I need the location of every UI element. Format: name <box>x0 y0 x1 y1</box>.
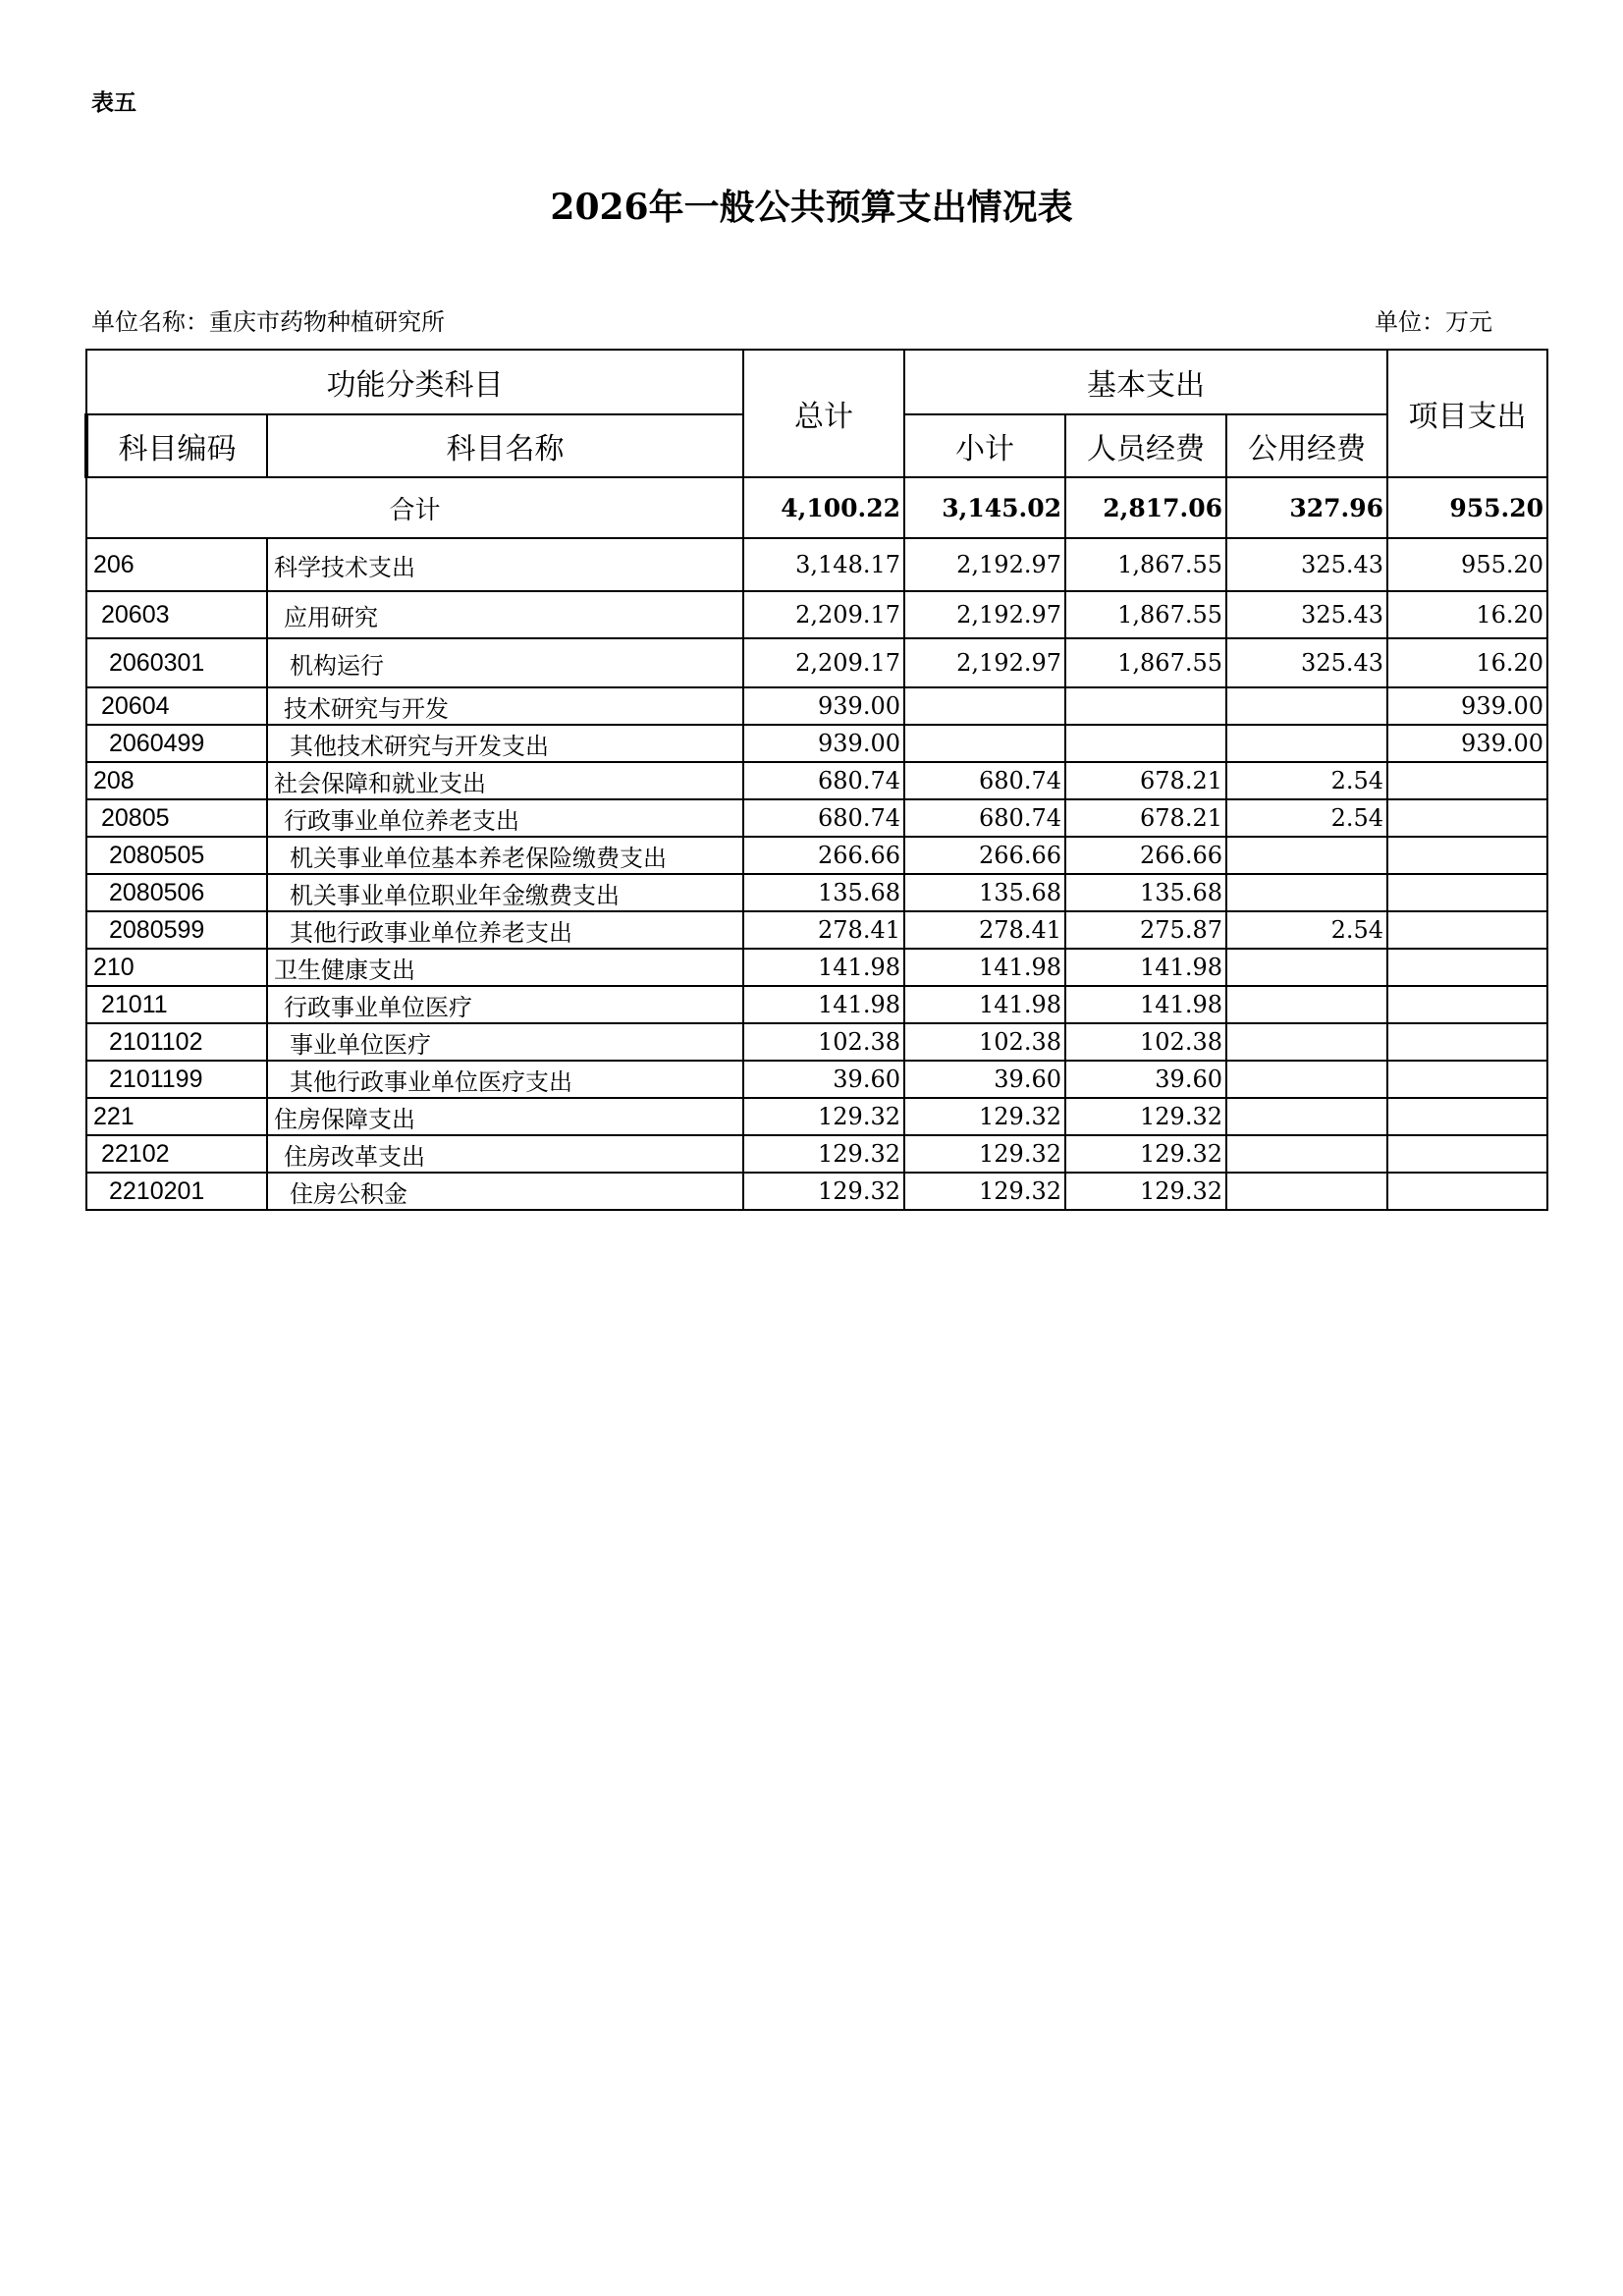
row-project <box>1387 874 1547 911</box>
row-public <box>1226 1173 1387 1210</box>
row-total: 141.98 <box>743 986 904 1023</box>
row-public <box>1226 687 1387 725</box>
row-code: 210 <box>86 949 267 986</box>
row-total: 102.38 <box>743 1023 904 1061</box>
row-public: 2.54 <box>1226 762 1387 799</box>
row-public <box>1226 1023 1387 1061</box>
total-public: 327.96 <box>1226 477 1387 538</box>
row-personnel: 1,867.55 <box>1065 638 1226 687</box>
row-project <box>1387 837 1547 874</box>
row-public: 325.43 <box>1226 591 1387 638</box>
row-personnel <box>1065 725 1226 762</box>
row-code: 208 <box>86 762 267 799</box>
row-subtotal: 141.98 <box>904 949 1065 986</box>
row-personnel: 129.32 <box>1065 1135 1226 1173</box>
row-name: 社会保障和就业支出 <box>267 762 743 799</box>
total-label: 合计 <box>86 477 743 538</box>
row-public: 2.54 <box>1226 799 1387 837</box>
header-project: 项目支出 <box>1387 350 1547 477</box>
row-code: 2080505 <box>86 837 267 874</box>
row-personnel: 275.87 <box>1065 911 1226 949</box>
row-name: 住房保障支出 <box>267 1098 743 1135</box>
row-name: 行政事业单位医疗 <box>267 986 743 1023</box>
table-row <box>86 1023 1547 1061</box>
row-public <box>1226 725 1387 762</box>
total-personnel: 2,817.06 <box>1065 477 1226 538</box>
row-code: 206 <box>86 538 267 591</box>
row-code: 2101102 <box>86 1023 267 1061</box>
row-personnel: 39.60 <box>1065 1061 1226 1098</box>
row-code: 20805 <box>86 799 267 837</box>
row-code: 2080506 <box>86 874 267 911</box>
table-row <box>86 725 1547 762</box>
row-code: 2080599 <box>86 911 267 949</box>
header-subtotal: 小计 <box>904 414 1065 477</box>
row-project <box>1387 911 1547 949</box>
row-code: 20604 <box>86 687 267 725</box>
row-public <box>1226 874 1387 911</box>
row-code: 22102 <box>86 1135 267 1173</box>
row-public <box>1226 1135 1387 1173</box>
row-name: 其他技术研究与开发支出 <box>267 725 743 762</box>
row-total: 2,209.17 <box>743 591 904 638</box>
row-personnel: 266.66 <box>1065 837 1226 874</box>
row-personnel: 678.21 <box>1065 762 1226 799</box>
row-subtotal: 129.32 <box>904 1135 1065 1173</box>
table-tag: 表五 <box>91 90 136 116</box>
row-personnel: 678.21 <box>1065 799 1226 837</box>
row-name: 行政事业单位养老支出 <box>267 799 743 837</box>
table-row <box>86 911 1547 949</box>
row-name: 其他行政事业单位养老支出 <box>267 911 743 949</box>
row-name: 机关事业单位基本养老保险缴费支出 <box>267 837 743 874</box>
header-func-class: 功能分类科目 <box>86 350 743 414</box>
row-personnel: 129.32 <box>1065 1173 1226 1210</box>
row-project: 955.20 <box>1387 538 1547 591</box>
row-public: 325.43 <box>1226 538 1387 591</box>
row-project: 16.20 <box>1387 638 1547 687</box>
row-total: 266.66 <box>743 837 904 874</box>
header-basic: 基本支出 <box>904 350 1387 414</box>
row-total: 939.00 <box>743 725 904 762</box>
row-project <box>1387 1173 1547 1210</box>
row-code: 2101199 <box>86 1061 267 1098</box>
row-personnel: 141.98 <box>1065 949 1226 986</box>
row-public <box>1226 986 1387 1023</box>
row-total: 135.68 <box>743 874 904 911</box>
table-row <box>86 687 1547 725</box>
row-public <box>1226 837 1387 874</box>
row-public <box>1226 1098 1387 1135</box>
table-row <box>86 1098 1547 1135</box>
total-total: 4,100.22 <box>743 477 904 538</box>
row-project <box>1387 1135 1547 1173</box>
row-subtotal: 141.98 <box>904 986 1065 1023</box>
row-code: 2060499 <box>86 725 267 762</box>
row-subtotal: 2,192.97 <box>904 538 1065 591</box>
row-personnel: 1,867.55 <box>1065 538 1226 591</box>
row-total: 680.74 <box>743 762 904 799</box>
total-row <box>86 477 1547 538</box>
table-row <box>86 1061 1547 1098</box>
table-row <box>86 1173 1547 1210</box>
unit-measure: 单位：万元 <box>1375 308 1492 336</box>
row-project: 939.00 <box>1387 687 1547 725</box>
row-project <box>1387 949 1547 986</box>
row-project <box>1387 1061 1547 1098</box>
row-total: 141.98 <box>743 949 904 986</box>
table-row <box>86 949 1547 986</box>
row-name: 机构运行 <box>267 638 743 687</box>
row-project: 16.20 <box>1387 591 1547 638</box>
table-row <box>86 762 1547 799</box>
header-code: 科目编码 <box>86 414 267 477</box>
row-name: 事业单位医疗 <box>267 1023 743 1061</box>
header-total: 总计 <box>743 350 904 477</box>
row-name: 科学技术支出 <box>267 538 743 591</box>
row-total: 680.74 <box>743 799 904 837</box>
row-public <box>1226 949 1387 986</box>
row-subtotal: 129.32 <box>904 1098 1065 1135</box>
table-row <box>86 837 1547 874</box>
row-name: 其他行政事业单位医疗支出 <box>267 1061 743 1098</box>
row-subtotal <box>904 725 1065 762</box>
table-row <box>86 986 1547 1023</box>
total-subtotal: 3,145.02 <box>904 477 1065 538</box>
row-name: 技术研究与开发 <box>267 687 743 725</box>
row-subtotal: 680.74 <box>904 762 1065 799</box>
row-total: 278.41 <box>743 911 904 949</box>
row-personnel: 141.98 <box>1065 986 1226 1023</box>
row-personnel <box>1065 687 1226 725</box>
row-subtotal: 2,192.97 <box>904 591 1065 638</box>
row-subtotal: 129.32 <box>904 1173 1065 1210</box>
header-public: 公用经费 <box>1226 414 1387 477</box>
row-total: 3,148.17 <box>743 538 904 591</box>
row-personnel: 1,867.55 <box>1065 591 1226 638</box>
row-name: 应用研究 <box>267 591 743 638</box>
table-row <box>86 638 1547 687</box>
row-total: 2,209.17 <box>743 638 904 687</box>
row-personnel: 102.38 <box>1065 1023 1226 1061</box>
table-row <box>86 591 1547 638</box>
row-subtotal: 135.68 <box>904 874 1065 911</box>
row-total: 129.32 <box>743 1173 904 1210</box>
row-public: 2.54 <box>1226 911 1387 949</box>
row-project: 939.00 <box>1387 725 1547 762</box>
row-code: 21011 <box>86 986 267 1023</box>
row-public: 325.43 <box>1226 638 1387 687</box>
row-subtotal: 39.60 <box>904 1061 1065 1098</box>
row-total: 129.32 <box>743 1135 904 1173</box>
row-project <box>1387 762 1547 799</box>
row-subtotal <box>904 687 1065 725</box>
table-row <box>86 874 1547 911</box>
unit-name: 单位名称：重庆市药物种植研究所 <box>91 308 445 336</box>
row-subtotal: 2,192.97 <box>904 638 1065 687</box>
header-name: 科目名称 <box>267 414 743 477</box>
row-subtotal: 278.41 <box>904 911 1065 949</box>
row-subtotal: 266.66 <box>904 837 1065 874</box>
budget-table <box>84 349 1548 1211</box>
row-code: 221 <box>86 1098 267 1135</box>
row-total: 129.32 <box>743 1098 904 1135</box>
page-title: 2026年一般公共预算支出情况表 <box>550 187 1073 228</box>
header-personnel: 人员经费 <box>1065 414 1226 477</box>
table-row <box>86 538 1547 591</box>
row-personnel: 135.68 <box>1065 874 1226 911</box>
row-personnel: 129.32 <box>1065 1098 1226 1135</box>
row-project <box>1387 1098 1547 1135</box>
row-subtotal: 102.38 <box>904 1023 1065 1061</box>
row-project <box>1387 1023 1547 1061</box>
row-project <box>1387 986 1547 1023</box>
row-subtotal: 680.74 <box>904 799 1065 837</box>
row-total: 39.60 <box>743 1061 904 1098</box>
row-code: 2060301 <box>86 638 267 687</box>
row-name: 机关事业单位职业年金缴费支出 <box>267 874 743 911</box>
table-row <box>86 799 1547 837</box>
header-row-top <box>86 350 1547 414</box>
row-name: 住房公积金 <box>267 1173 743 1210</box>
row-project <box>1387 799 1547 837</box>
row-name: 卫生健康支出 <box>267 949 743 986</box>
row-code: 2210201 <box>86 1173 267 1210</box>
row-public <box>1226 1061 1387 1098</box>
row-name: 住房改革支出 <box>267 1135 743 1173</box>
row-code: 20603 <box>86 591 267 638</box>
total-project: 955.20 <box>1387 477 1547 538</box>
row-total: 939.00 <box>743 687 904 725</box>
table-row <box>86 1135 1547 1173</box>
